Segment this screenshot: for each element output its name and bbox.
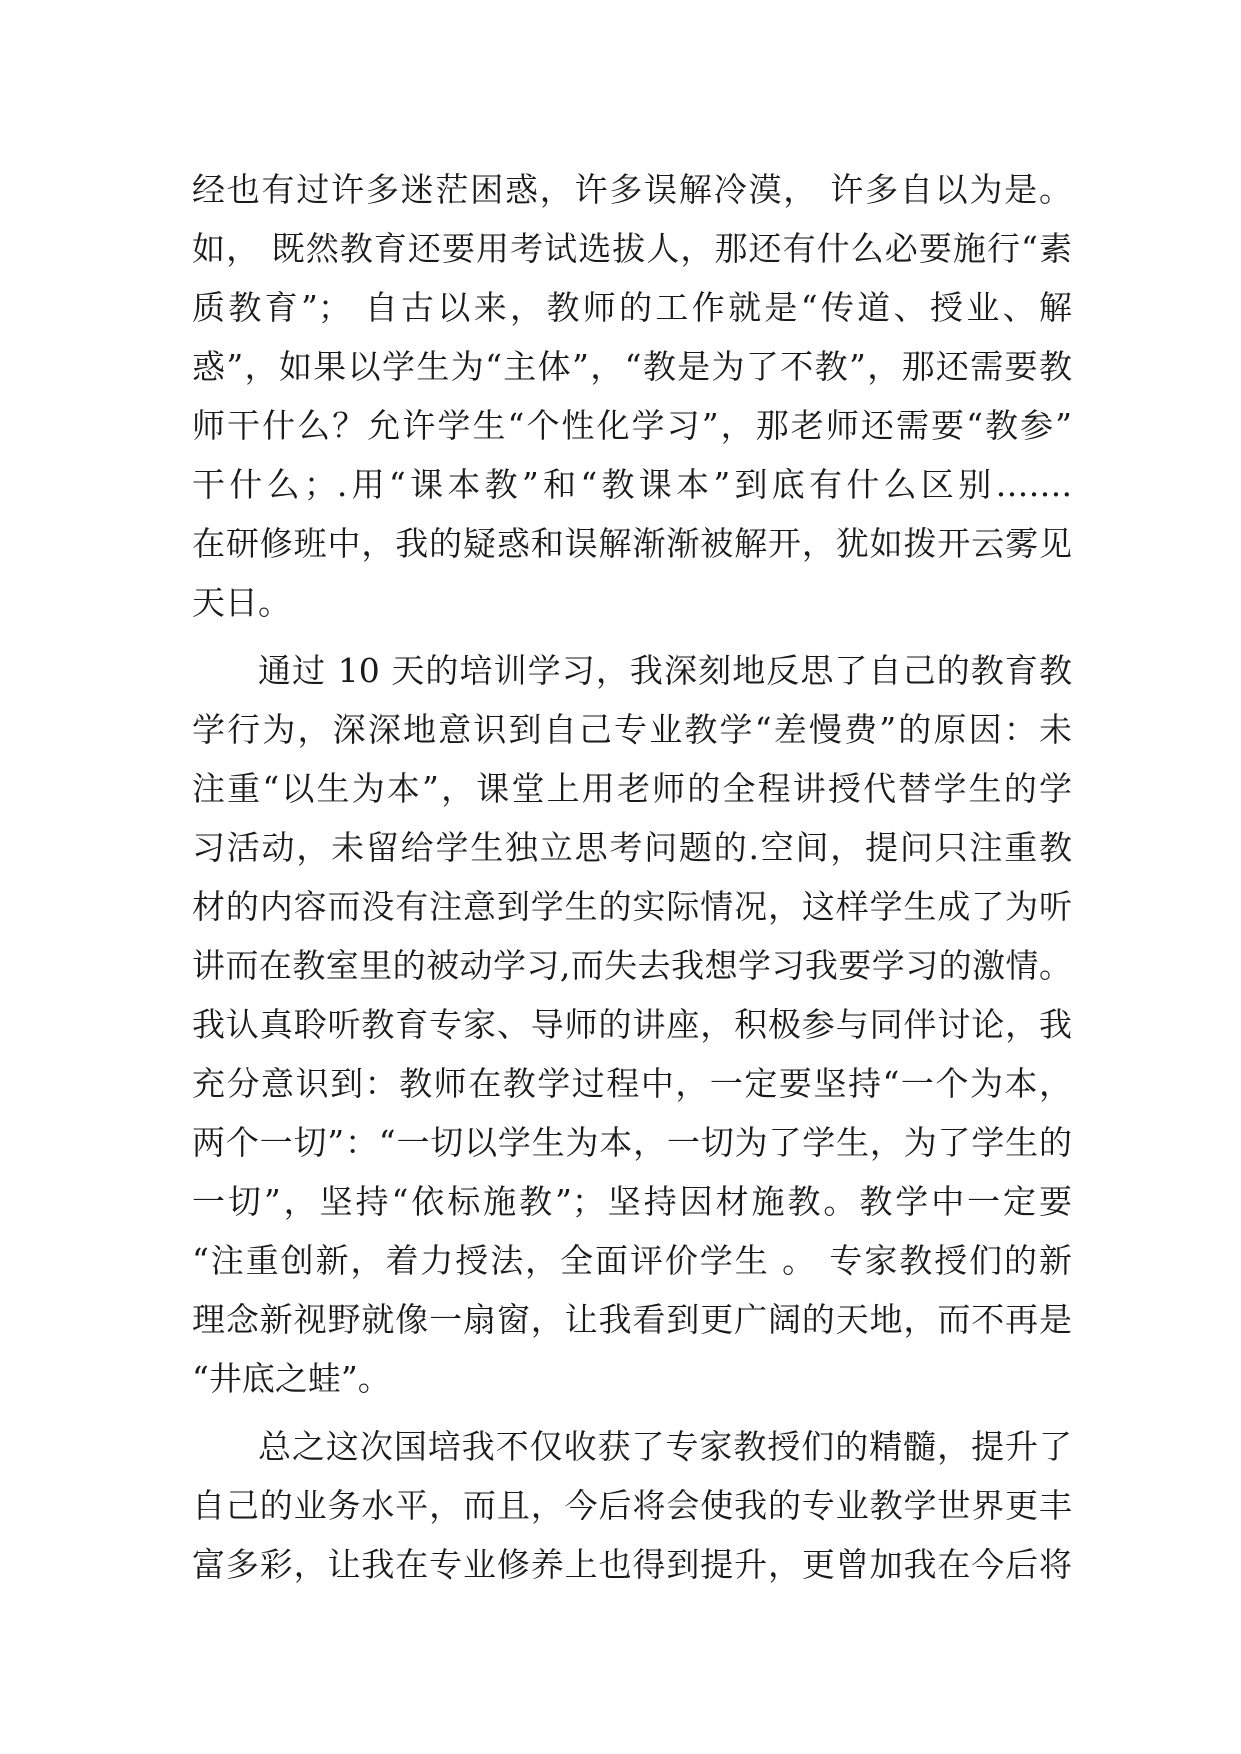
text-line: “注重创新，着力授法，全面评价学生 。 专家教授们的新 (192, 1241, 1072, 1280)
text-line: 质教育”； 自古以来，教师的工作就是“传道、授业、解 (192, 288, 1072, 327)
text-line: 惑”，如果以学生为“主体”，“教是为了不教”，那还需要教 (192, 347, 1072, 386)
body-text (192, 160, 1072, 1594)
text-line: 干什么；.用“课本教”和“教课本”到底有什么区别……. (192, 465, 1072, 504)
text-line: 材的内容而没有注意到学生的实际情况，这样学生成了为听 (192, 887, 1072, 926)
text-line: 经也有过许多迷茫困惑，许多误解冷漠， 许多自以为是。 (192, 170, 1072, 209)
text-line: 在研修班中，我的疑惑和误解渐渐被解开，犹如拨开云雾见 (192, 524, 1072, 563)
text-line: 富多彩，让我在专业修养上也得到提升，更曾加我在今后将 (192, 1545, 1072, 1584)
text-line: 天日。 (192, 583, 291, 622)
text-line: 如， 既然教育还要用考试选拔人，那还有什么必要施行“素 (192, 229, 1072, 268)
text-line: 我认真聆听教育专家、导师的讲座，积极参与同伴讨论，我 (192, 1005, 1072, 1044)
text-line: 一切”，坚持“依标施教”；坚持因材施教。教学中一定要 (192, 1182, 1072, 1221)
text-line: 讲而在教室里的被动学习,而失去我想学习我要学习的激情。 (192, 946, 1072, 985)
text-line: 自己的业务水平，而且，今后将会使我的专业教学世界更丰 (192, 1486, 1072, 1525)
text-line: 习活动，未留给学生独立思考问题的.空间，提问只注重教 (192, 828, 1072, 867)
paragraph-first-line: 通过 10 天的培训学习，我深刻地反思了自己的教育教 (258, 651, 1072, 690)
text-line: 注重“以生为本”，课堂上用老师的全程讲授代替学生的学 (192, 769, 1072, 808)
text-line: 理念新视野就像一扇窗，让我看到更广阔的天地，而不再是 (192, 1300, 1072, 1339)
paragraph-first-line: 总之这次国培我不仅收获了专家教授们的精髓，提升了 (258, 1427, 1072, 1466)
text-line: 两个一切”：“一切以学生为本，一切为了学生，为了学生的 (192, 1123, 1072, 1162)
text-line: 充分意识到：教师在教学过程中，一定要坚持“一个为本， (192, 1064, 1072, 1103)
text-line: “井底之蛙”。 (192, 1359, 391, 1398)
text-line: 学行为，深深地意识到自己专业教学“差慢费”的原因：未 (192, 710, 1072, 749)
text-line: 师干什么？允许学生“个性化学习”，那老师还需要“教参” (192, 406, 1072, 445)
